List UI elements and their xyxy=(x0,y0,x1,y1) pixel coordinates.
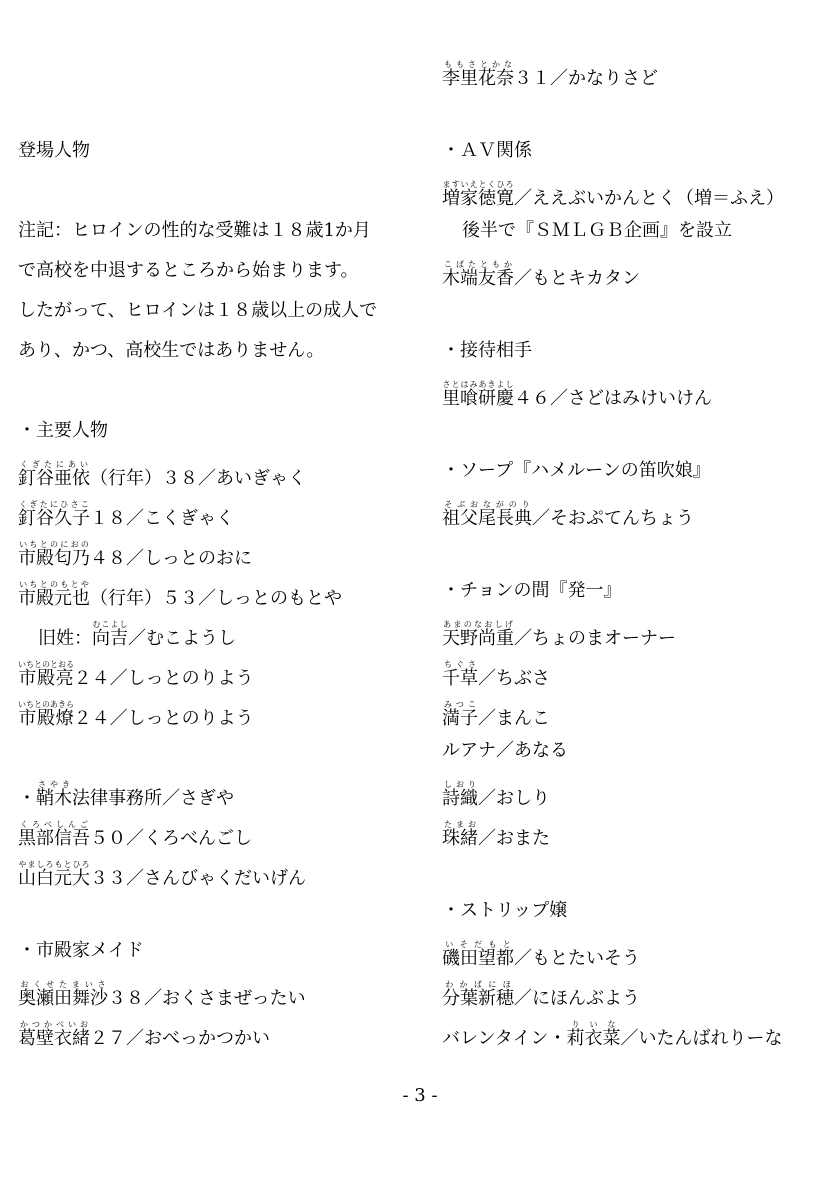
line-text: ・ xyxy=(18,788,36,809)
note-line-1 xyxy=(18,220,371,242)
line-text: ／ちぶさ xyxy=(478,668,550,689)
ruby-name xyxy=(36,780,72,809)
character-entry xyxy=(442,740,568,762)
character-entry xyxy=(442,1020,782,1050)
name-kanji: 鞘木 xyxy=(36,788,72,809)
line-text: ／おしり xyxy=(478,788,550,809)
ruby-name xyxy=(442,700,478,729)
character-entry xyxy=(442,820,550,850)
ruby-name xyxy=(92,620,128,649)
name-kanji: 奥瀬田舞沙 xyxy=(18,988,108,1009)
line-text: ４６／さどはみけいけん xyxy=(514,388,712,409)
ruby-name xyxy=(442,820,478,849)
name-kanji: 向吉 xyxy=(92,628,128,649)
line-text: ２４／しっとのりよう xyxy=(73,708,254,729)
line-text: （行年）３８／あいぎゃく xyxy=(90,468,306,489)
ruby-name xyxy=(18,460,90,489)
name-reading: かつかべいお xyxy=(18,1020,90,1029)
ruby-name xyxy=(18,1020,90,1049)
character-entry xyxy=(442,220,732,242)
ruby-name xyxy=(18,580,90,609)
name-reading: わかばにほ xyxy=(442,980,514,989)
name-reading: さとはみあきよし xyxy=(442,380,514,389)
character-entry xyxy=(18,580,342,610)
section-strip xyxy=(442,900,567,922)
name-reading: りいな xyxy=(566,1020,621,1029)
line-text: ５０／くろべんごし xyxy=(90,828,252,849)
name-kanji: 分葉新穂 xyxy=(442,988,514,1009)
line-text: ・ソープ『ハメルーンの笛吹娘』 xyxy=(442,460,711,481)
section-soap xyxy=(442,460,711,482)
character-entry xyxy=(442,940,640,970)
ruby-name xyxy=(18,980,108,1009)
name-kanji: 市殿元也 xyxy=(18,588,90,609)
name-reading: ももさとかな xyxy=(442,60,514,69)
line-text: ／そおぷてんちょう xyxy=(532,508,694,529)
line-text: ・市殿家メイド xyxy=(18,940,144,961)
name-reading: いちとのもとや xyxy=(18,580,90,589)
name-reading: いちとのにおの xyxy=(18,540,90,549)
name-kanji: 莉衣菜 xyxy=(566,1028,621,1049)
section-av xyxy=(442,140,532,162)
line-text: したがって、ヒロインは１８歳以上の成人で xyxy=(18,300,378,321)
name-reading: くぎたにあい xyxy=(18,460,90,469)
name-kanji: 里喰研慶 xyxy=(442,388,514,409)
line-text: 注記：ヒロインの性的な受難は１８歳1か月 xyxy=(18,220,371,241)
note-line-2 xyxy=(18,260,359,282)
section-maids xyxy=(18,940,144,962)
section-main-characters xyxy=(18,420,108,442)
line-text: ３８／おくさまぜったい xyxy=(108,988,306,1009)
name-reading: しおり xyxy=(442,780,478,789)
name-kanji: 詩織 xyxy=(442,788,478,809)
name-kanji: 黒部信吾 xyxy=(18,828,90,849)
note-line-3 xyxy=(18,300,377,322)
section-entertainment xyxy=(442,340,532,362)
ruby-name xyxy=(442,380,514,409)
line-text: 旧姓： xyxy=(38,628,92,649)
name-kanji: 増家徳寛 xyxy=(442,188,514,209)
ruby-name xyxy=(18,500,90,529)
character-entry xyxy=(18,660,254,690)
page-number: - 3 - xyxy=(402,1085,438,1106)
ruby-name xyxy=(442,620,514,649)
name-reading: むこよし xyxy=(92,620,128,629)
line-text: ３１／かなりさど xyxy=(514,68,658,89)
character-entry xyxy=(442,700,550,730)
character-entry xyxy=(18,1020,270,1050)
name-reading: こばたともか xyxy=(442,260,514,269)
line-text: 法律事務所／さぎや xyxy=(72,788,234,809)
character-entry xyxy=(442,620,676,650)
line-text: ／もとたいそう xyxy=(514,948,640,969)
character-entry xyxy=(442,780,550,810)
ruby-name xyxy=(442,60,514,89)
name-reading: くろべしんご xyxy=(18,820,90,829)
ruby-name xyxy=(18,860,90,889)
ruby-name xyxy=(442,180,514,209)
name-kanji: 葛壁衣緒 xyxy=(18,1028,90,1049)
ruby-name xyxy=(442,260,514,289)
section-chon xyxy=(442,580,621,602)
character-entry xyxy=(442,500,694,530)
line-text: で高校を中退するところから始まります。 xyxy=(18,260,359,281)
ruby-name xyxy=(18,540,90,569)
name-kanji: 釘谷久子 xyxy=(18,508,90,529)
name-kanji: 市殿亮 xyxy=(18,668,74,689)
character-entry xyxy=(18,620,236,650)
name-reading: そぶおながのり xyxy=(442,500,532,509)
line-text: ２４／しっとのりよう xyxy=(73,668,254,689)
character-entry xyxy=(442,660,550,690)
line-text: （行年）５３／しっとのもとや xyxy=(90,588,342,609)
name-kanji: 李里花奈 xyxy=(442,68,514,89)
line-text: ／むこようし xyxy=(128,628,236,649)
character-entry xyxy=(442,380,712,410)
line-text: ルアナ／あなる xyxy=(442,740,568,761)
line-text: 後半で『ＳＭＬＧＢ企画』を設立 xyxy=(462,220,732,241)
name-reading: みつこ xyxy=(442,700,478,709)
line-text: 登場人物 xyxy=(18,140,90,161)
ruby-name xyxy=(442,660,478,689)
name-reading: いちとのあきら xyxy=(18,700,74,709)
name-kanji: 千草 xyxy=(442,668,478,689)
line-text: ／おまた xyxy=(478,828,550,849)
character-entry xyxy=(18,500,234,530)
ruby-name xyxy=(18,660,74,689)
ruby-name xyxy=(566,1020,621,1049)
ruby-name xyxy=(18,700,74,729)
character-entry xyxy=(18,460,306,490)
name-kanji: 釘谷亜依 xyxy=(18,468,90,489)
note-line-4 xyxy=(18,340,324,362)
name-reading: おくせたまいさ xyxy=(18,980,108,989)
line-text: ４８／しっとのおに xyxy=(90,548,252,569)
line-text: ３３／さんびゃくだいげん xyxy=(90,868,306,889)
character-entry xyxy=(442,980,640,1010)
line-text: １８／こくぎゃく xyxy=(90,508,234,529)
name-kanji: 天野尚重 xyxy=(442,628,514,649)
character-entry xyxy=(442,60,658,90)
name-kanji: 珠緒 xyxy=(442,828,478,849)
character-entry xyxy=(18,860,306,890)
ruby-name xyxy=(442,780,478,809)
character-entry xyxy=(442,260,640,290)
name-reading: さやき xyxy=(36,780,72,789)
line-text: バレンタイン・ xyxy=(442,1028,567,1049)
name-kanji: 満子 xyxy=(442,708,478,729)
line-text: ・チョンの間『発一』 xyxy=(442,580,622,601)
section-law-office xyxy=(18,780,234,810)
line-text: ／もとキカタン xyxy=(514,268,640,289)
ruby-name xyxy=(442,980,514,1009)
line-text: あり、かつ、高校生ではありません。 xyxy=(18,340,325,361)
name-reading: いそだもと xyxy=(442,940,514,949)
line-text: ・接待相手 xyxy=(442,340,532,361)
line-text: ／にほんぶよう xyxy=(514,988,640,1009)
name-kanji: 市殿燎 xyxy=(18,708,74,729)
line-text: ２７／おべっかつかい xyxy=(90,1028,270,1049)
character-entry xyxy=(18,540,252,570)
line-text: ／ちょのまオーナー xyxy=(514,628,676,649)
name-reading: ちぐさ xyxy=(442,660,478,669)
name-kanji: 市殿匂乃 xyxy=(18,548,90,569)
line-text: ／まんこ xyxy=(478,708,550,729)
name-reading: ますいえとくひろ xyxy=(442,180,514,189)
character-entry xyxy=(442,180,784,210)
character-entry xyxy=(18,700,254,730)
ruby-name xyxy=(442,940,514,969)
line-text: ／いたんばれりーな xyxy=(620,1028,783,1049)
character-entry xyxy=(18,980,306,1010)
name-kanji: 木端友香 xyxy=(442,268,514,289)
line-text: ／ええぶいかんとく（増＝ふえ） xyxy=(514,188,784,209)
name-reading: いちとのとおる xyxy=(18,660,74,669)
name-reading: たまお xyxy=(442,820,478,829)
line-text: ・ストリップ嬢 xyxy=(442,900,568,921)
name-reading: くぎたにひさこ xyxy=(18,500,90,509)
name-reading: やましろもとひろ xyxy=(18,860,90,869)
line-text: ・ＡＶ関係 xyxy=(442,140,532,161)
heading-characters xyxy=(18,140,90,162)
ruby-name xyxy=(442,500,532,529)
name-reading: あまのなおしげ xyxy=(442,620,514,629)
line-text: ・主要人物 xyxy=(18,420,108,441)
name-kanji: 山白元大 xyxy=(18,868,90,889)
character-entry xyxy=(18,820,252,850)
name-kanji: 磯田望都 xyxy=(442,948,514,969)
name-kanji: 祖父尾長典 xyxy=(442,508,532,529)
ruby-name xyxy=(18,820,90,849)
